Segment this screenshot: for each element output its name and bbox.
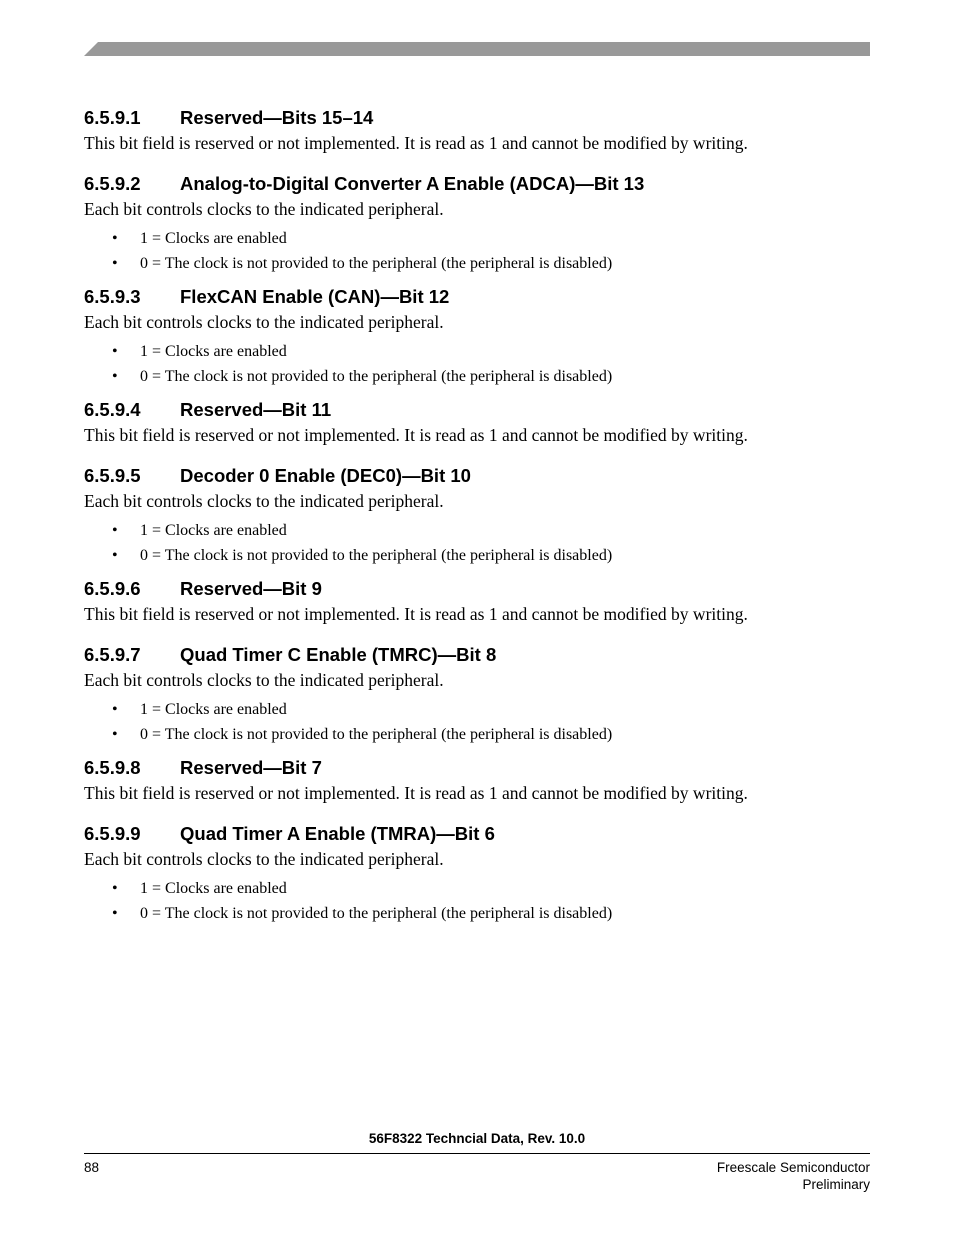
bullet-item (84, 697, 874, 722)
bullet-icon: • (112, 880, 118, 897)
footer-company: Freescale Semiconductor (716, 1160, 870, 1175)
section (84, 756, 874, 822)
section-heading (84, 822, 874, 846)
footer-document-title: 56F8322 Techncial Data, Rev. 10.0 (368, 1131, 586, 1146)
section-paragraph: This bit field is reserved or not implemented. It is read as 1 and cannot be modified by writing. (84, 133, 748, 153)
bullet-icon: • (112, 368, 118, 385)
bullet-text: 1 = Clocks are enabled (140, 522, 287, 539)
bullet-item (84, 339, 874, 364)
section-title: Decoder 0 Enable (DEC0)—Bit 10 (180, 465, 471, 486)
bullet-list (84, 876, 874, 926)
section-heading (84, 172, 874, 196)
bullet-icon: • (112, 522, 118, 539)
bullet-item (84, 251, 874, 276)
bullet-icon: • (112, 255, 118, 272)
section-title: Analog-to-Digital Converter A Enable (ADCA)—Bit 13 (180, 173, 645, 194)
footer-right-block (717, 1159, 870, 1193)
section-number: 6.5.9.8 (84, 757, 141, 778)
section (84, 643, 874, 756)
section-heading (84, 577, 874, 601)
section (84, 106, 874, 172)
bullet-icon: • (112, 343, 118, 360)
bullet-text: 1 = Clocks are enabled (140, 701, 287, 718)
section (84, 172, 874, 285)
section-heading (84, 464, 874, 488)
bullet-icon: • (112, 547, 118, 564)
bullet-text: 1 = Clocks are enabled (140, 343, 287, 360)
section-title: Reserved—Bits 15–14 (180, 107, 374, 128)
bullet-icon: • (112, 726, 118, 743)
bullet-text: 0 = The clock is not provided to the peripheral (the peripheral is disabled) (140, 905, 613, 922)
bullet-icon: • (112, 230, 118, 247)
bullet-text: 1 = Clocks are enabled (140, 880, 287, 897)
header-bar-shape (84, 42, 870, 56)
bullet-text: 0 = The clock is not provided to the peripheral (the peripheral is disabled) (140, 726, 613, 743)
bullet-item (84, 901, 874, 926)
section-heading (84, 398, 874, 422)
footer-rule (84, 1153, 870, 1154)
section-title: Quad Timer A Enable (TMRA)—Bit 6 (180, 823, 495, 844)
section-number: 6.5.9.2 (84, 173, 141, 194)
document-body (84, 106, 874, 935)
section-number: 6.5.9.1 (84, 107, 141, 128)
section-title: FlexCAN Enable (CAN)—Bit 12 (180, 286, 450, 307)
section-number: 6.5.9.3 (84, 286, 141, 307)
section-paragraph: Each bit controls clocks to the indicated peripheral. (84, 312, 444, 332)
bullet-icon: • (112, 905, 118, 922)
page-number: 88 (84, 1160, 100, 1175)
section-paragraph: This bit field is reserved or not implemented. It is read as 1 and cannot be modified by writing. (84, 604, 748, 624)
section-title: Quad Timer C Enable (TMRC)—Bit 8 (180, 644, 497, 665)
bullet-list (84, 518, 874, 568)
section (84, 285, 874, 398)
bullet-item (84, 518, 874, 543)
section-paragraph: This bit field is reserved or not implemented. It is read as 1 and cannot be modified by writing. (84, 425, 748, 445)
header-decorative-bar (84, 42, 870, 56)
section-heading (84, 106, 874, 130)
bullet-list (84, 339, 874, 389)
section-paragraph: This bit field is reserved or not implemented. It is read as 1 and cannot be modified by writing. (84, 783, 748, 803)
section-number: 6.5.9.5 (84, 465, 141, 486)
section (84, 464, 874, 577)
section-number: 6.5.9.9 (84, 823, 141, 844)
section-number: 6.5.9.6 (84, 578, 141, 599)
bullet-item (84, 364, 874, 389)
section-paragraph: Each bit controls clocks to the indicated peripheral. (84, 670, 444, 690)
bullet-list (84, 697, 874, 747)
section (84, 398, 874, 464)
bullet-text: 1 = Clocks are enabled (140, 230, 287, 247)
bullet-item (84, 543, 874, 568)
bullet-text: 0 = The clock is not provided to the peripheral (the peripheral is disabled) (140, 255, 613, 272)
bullet-item (84, 226, 874, 251)
section-heading (84, 756, 874, 780)
bullet-list (84, 226, 874, 276)
section (84, 577, 874, 643)
section-paragraph: Each bit controls clocks to the indicated peripheral. (84, 491, 444, 511)
footer-status: Preliminary (802, 1177, 870, 1192)
bullet-text: 0 = The clock is not provided to the peripheral (the peripheral is disabled) (140, 547, 613, 564)
bullet-item (84, 876, 874, 901)
bullet-item (84, 722, 874, 747)
section-title: Reserved—Bit 9 (180, 578, 322, 599)
section-heading (84, 285, 874, 309)
bullet-text: 0 = The clock is not provided to the peripheral (the peripheral is disabled) (140, 368, 613, 385)
section (84, 822, 874, 935)
section-paragraph: Each bit controls clocks to the indicated peripheral. (84, 849, 444, 869)
section-number: 6.5.9.4 (84, 399, 141, 420)
section-number: 6.5.9.7 (84, 644, 141, 665)
section-paragraph: Each bit controls clocks to the indicated peripheral. (84, 199, 444, 219)
section-title: Reserved—Bit 11 (180, 399, 332, 420)
section-heading (84, 643, 874, 667)
section-title: Reserved—Bit 7 (180, 757, 322, 778)
bullet-icon: • (112, 701, 118, 718)
